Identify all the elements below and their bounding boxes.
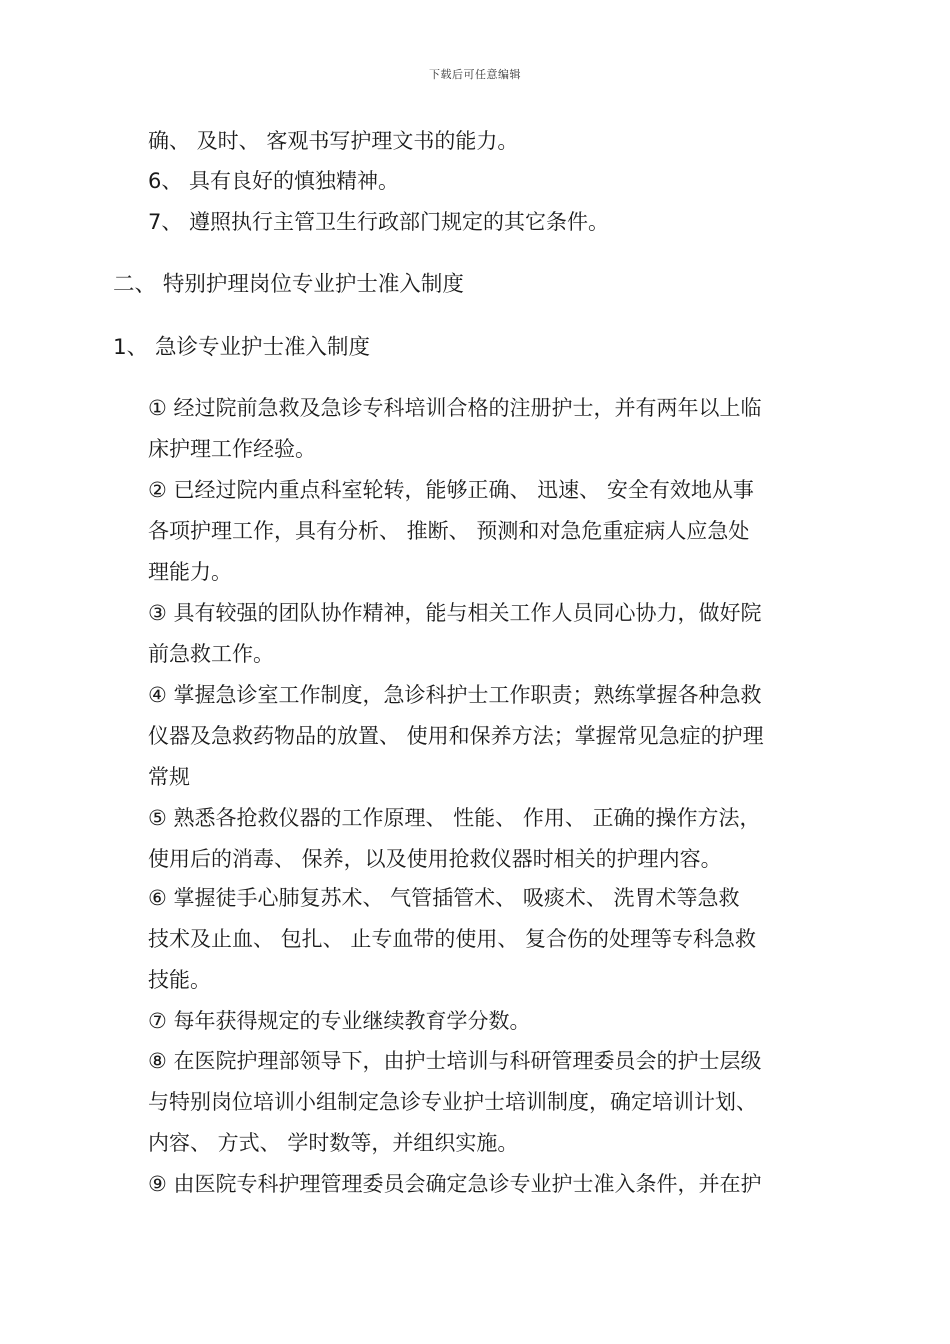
body-line: ⑨ 由医院专科护理管理委员会确定急诊专业护士准入条件，并在护 [148, 1172, 762, 1196]
body-line: ⑥ 掌握徒手心肺复苏术、 气管插管术、 吸痰术、 洗胃术等急救 [148, 886, 740, 910]
body-line: 前急救工作。 [148, 642, 274, 666]
body-line: 与特别岗位培训小组制定急诊专业护士培训制度，确定培训计划、 [148, 1090, 757, 1114]
body-line: 技能。 [148, 968, 211, 992]
body-line: 床护理工作经验。 [148, 437, 316, 461]
section-heading: 二、 特别护理岗位专业护士准入制度 [113, 272, 464, 297]
body-line: 常规 [148, 765, 190, 789]
body-line: 仪器及急救药物品的放置、 使用和保养方法；掌握常见急症的护理 [148, 724, 764, 748]
body-line: 技术及止血、 包扎、 止专血带的使用、 复合伤的处理等专科急救 [148, 927, 757, 951]
body-line: ④ 掌握急诊室工作制度，急诊科护士工作职责；熟练掌握各种急救 [148, 683, 762, 707]
body-line: 使用后的消毒、 保养，以及使用抢救仪器时相关的护理内容。 [148, 847, 722, 871]
list-item-7: 7、 遵照执行主管卫生行政部门规定的其它条件。 [148, 210, 610, 234]
body-line: 理能力。 [148, 560, 232, 584]
list-item-6: 6、 具有良好的慎独精神。 [148, 169, 400, 193]
body-line: ⑤ 熟悉各抢救仪器的工作原理、 性能、 作用、 正确的操作方法， [148, 806, 761, 830]
body-line: 各项护理工作，具有分析、 推断、 预测和对急危重症病人应急处 [148, 519, 750, 543]
page-header: 下载后可任意编辑 [429, 68, 521, 81]
body-line: ⑧ 在医院护理部领导下，由护士培训与科研管理委员会的护士层级 [148, 1049, 762, 1073]
body-line: 内容、 方式、 学时数等，并组织实施。 [148, 1131, 519, 1155]
body-line: ① 经过院前急救及急诊专科培训合格的注册护士，并有两年以上临 [148, 396, 762, 420]
body-line: ③ 具有较强的团队协作精神，能与相关工作人员同心协力，做好院 [148, 601, 762, 625]
body-line: 确、 及时、 客观书写护理文书的能力。 [148, 129, 519, 153]
body-line: ⑦ 每年获得规定的专业继续教育学分数。 [148, 1009, 531, 1033]
subsection-heading: 1、 急诊专业护士准入制度 [113, 335, 371, 360]
body-line: ② 已经过院内重点科室轮转，能够正确、 迅速、 安全有效地从事 [148, 478, 754, 502]
